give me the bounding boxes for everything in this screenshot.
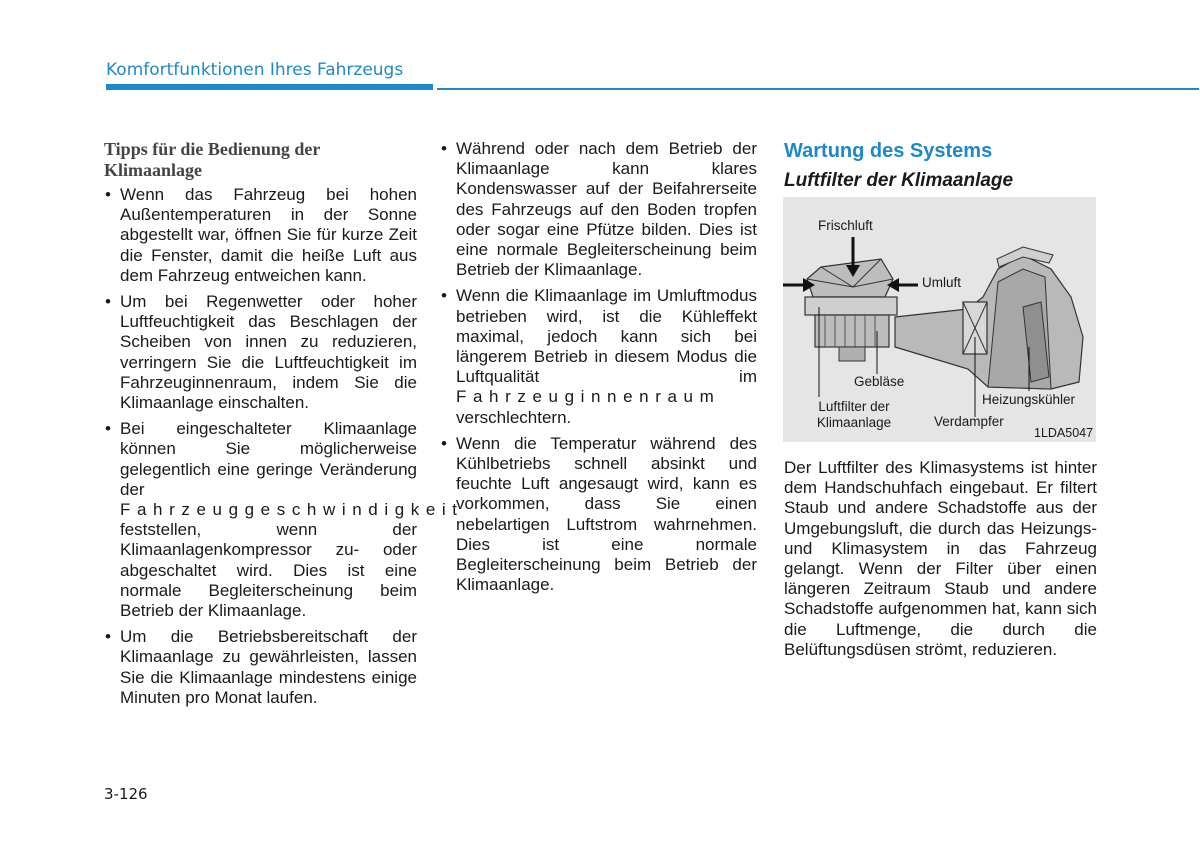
list-item: • Wenn die Temperatur während des Kühlbetriebs schnell absinkt und feuchte Luft angesaugt wird, kann es vorkommen, dass Sie einen nebelartigen Luftstrom wahrnehmen. Dies ist eine normale Begleiterscheinung beim Betrieb der Klimaanlage. xyxy=(440,434,757,596)
header-rule-thin xyxy=(437,88,1199,90)
column-2 xyxy=(440,139,757,601)
subsection-heading: Luftfilter der Klimaanlage xyxy=(784,170,1014,191)
figure-code: 1LDA5047 xyxy=(1034,426,1094,440)
list-item-text: Bei eingeschalteter Klimaanlage können Sie möglicherweise gelegentlich eine geringe Veränderung der xyxy=(120,419,417,499)
label-umluft: Umluft xyxy=(922,275,962,290)
list-item-spaced-word: Fahrzeuginnenraum xyxy=(456,387,721,407)
list-item: • Um bei Regenwetter oder hoher Luftfeuchtigkeit das Beschlagen der Scheiben von innen zu reduzieren, verringern Sie die Luftfeuchtigkeit im Fahrzeuginnenraum, indem Sie die Klimaanlage einschalten. xyxy=(104,292,417,413)
tips-list xyxy=(104,185,464,708)
list-item: • Wenn das Fahrzeug bei hohen Außentemperaturen in der Sonne abgestellt war, öffnen Sie für kurze Zeit die Fenster, damit die heiße Luft aus dem Fahrzeug entweichen kann. xyxy=(104,185,417,286)
notes-list xyxy=(440,139,757,595)
column-3 xyxy=(784,139,1097,193)
air-filter-diagram xyxy=(783,197,1096,442)
list-item: • Während oder nach dem Betrieb der Klimaanlage kann klares Kondenswasser auf der Beifahrerseite des Fahrzeugs auf den Boden tropfen oder sogar eine Pfütze bilden. Dies ist eine normale Begleiterscheinung beim Betrieb der Klimaanlage. xyxy=(440,139,757,280)
list-item xyxy=(104,419,464,621)
list-item-text: Wenn die Klimaanlage im Umluftmodus betrieben wird, ist die Kühleffekt maximal, jedoch kann sich bei längerem Betrieb in diesem Modus die Luftqualität im xyxy=(456,286,757,387)
label-geblaese: Gebläse xyxy=(854,374,905,389)
page-number: 3-126 xyxy=(104,785,148,803)
header-rule-thick xyxy=(106,84,433,90)
label-verdampfer: Verdampfer xyxy=(934,414,1004,429)
label-heizungskuehler: Heizungskühler xyxy=(982,392,1076,407)
label-luftfilter: Luftfilter der Klimaanlage xyxy=(816,399,892,430)
column-1 xyxy=(104,139,464,714)
list-item-text: verschlechtern. xyxy=(456,407,572,427)
label-frischluft: Frischluft xyxy=(818,218,873,233)
section-heading: Wartung des Systems xyxy=(784,140,993,162)
tips-heading: Tipps für die Bedienung der Klimaanlage xyxy=(104,139,321,180)
header-title: Komfortfunktionen Ihres Fahrzeugs xyxy=(106,60,404,80)
list-item xyxy=(440,286,757,427)
list-item: • Um die Betriebsbereitschaft der Klimaanlage zu gewährleisten, lassen Sie die Klimaanlage mindestens einige Minuten pro Monat laufen. xyxy=(104,627,417,708)
air-filter-paragraph: Der Luftfilter des Klimasystems ist hinter dem Handschuhfach eingebaut. Er filtert Staub und andere Schadstoffe aus der Umgebungsluft, die durch das Heizungs- und Klimasystem in das Fahrzeug gelangt. Wenn der Filter über einen längeren Zeitraum Staub und andere Schadstoffe aufgenommen hat, kann sich die Luftmenge, die durch die Belüftungsdüsen strömt, reduzieren. xyxy=(784,458,1097,659)
list-item-text: feststellen, wenn der Klimaanlagenkompressor zu- oder abgeschaltet wird. Dies ist eine normale Begleiterscheinung beim Betrieb der Klimaanlage. xyxy=(120,520,417,621)
list-item-spaced-word: Fahrzeuggeschwindigkeit xyxy=(120,500,464,520)
